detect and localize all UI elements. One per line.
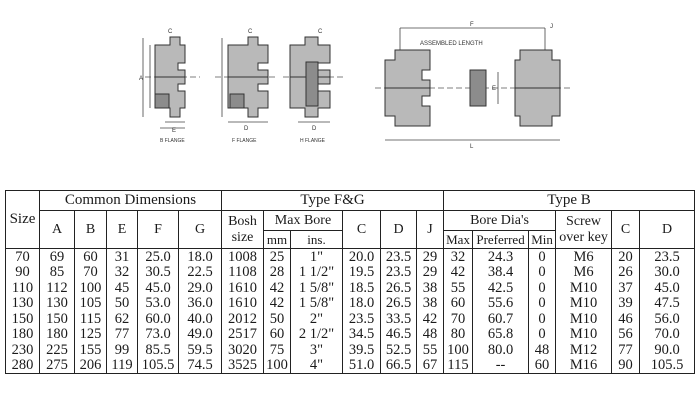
cell-j: 29 [417, 249, 444, 265]
cell-max-bore-ins: 3" [291, 342, 343, 358]
cell-f: 45.0 [138, 280, 179, 296]
cell-e: 45 [107, 280, 138, 296]
cell-j: 38 [417, 280, 444, 296]
col-c-fg-header: C [343, 211, 381, 249]
cell-screw-over-key: M16 [556, 358, 612, 374]
type-b-header: Type B [444, 191, 695, 211]
cell-screw-over-key: M6 [556, 265, 612, 281]
cell-e: 99 [107, 342, 138, 358]
cell-bosh-size: 3020 [222, 342, 264, 358]
cell-screw-over-key: M12 [556, 342, 612, 358]
cell-size: 90 [6, 265, 40, 281]
cell-size: 180 [6, 327, 40, 343]
table-row [6, 249, 695, 265]
cell-d-fg: 26.5 [381, 296, 417, 312]
cell-a: 130 [40, 296, 75, 312]
cell-c-fg: 18.5 [343, 280, 381, 296]
cell-size: 150 [6, 311, 40, 327]
cell-max-bore-mm: 50 [264, 311, 291, 327]
cell-c-fg: 51.0 [343, 358, 381, 374]
cell-c-b: 90 [612, 358, 640, 374]
assembled-length-label: ASSEMBLED LENGTH [420, 41, 483, 47]
cell-bore-max: 80 [444, 327, 473, 343]
assembled-coupling-drawing [375, 22, 570, 150]
mm-header: mm [264, 231, 291, 249]
cell-f: 53.0 [138, 296, 179, 312]
cell-bore-min: 0 [529, 327, 556, 343]
cell-b: 70 [75, 265, 107, 281]
cell-f: 73.0 [138, 327, 179, 343]
cell-f: 25.0 [138, 249, 179, 265]
cell-bore-min: 0 [529, 249, 556, 265]
cell-bore-min: 48 [529, 342, 556, 358]
bosh-size-header: Bosh size [222, 211, 264, 249]
cell-d-fg: 23.5 [381, 265, 417, 281]
cell-max-bore-ins: 1 5/8" [291, 280, 343, 296]
cell-size: 110 [6, 280, 40, 296]
dim-l: L [470, 144, 474, 150]
col-b-header: B [75, 211, 107, 249]
col-f-header: F [138, 211, 179, 249]
cell-d-fg: 33.5 [381, 311, 417, 327]
cell-bore-preferred: 42.5 [473, 280, 529, 296]
cell-e: 31 [107, 249, 138, 265]
cell-max-bore-mm: 60 [264, 327, 291, 343]
table-body [6, 249, 695, 374]
cell-bosh-size: 2012 [222, 311, 264, 327]
cell-bosh-size: 1008 [222, 249, 264, 265]
min-header: Min [529, 231, 556, 249]
cell-g: 49.0 [179, 327, 222, 343]
max-bore-header: Max Bore [264, 211, 343, 231]
cell-d-b: 56.0 [640, 311, 695, 327]
cell-bore-max: 70 [444, 311, 473, 327]
cell-e: 32 [107, 265, 138, 281]
col-c-b-header: C [612, 211, 640, 249]
cell-max-bore-mm: 75 [264, 342, 291, 358]
coupling-drawings [0, 0, 700, 190]
cell-g: 74.5 [179, 358, 222, 374]
cell-e: 119 [107, 358, 138, 374]
cell-c-fg: 34.5 [343, 327, 381, 343]
cell-f: 105.5 [138, 358, 179, 374]
cell-c-fg: 18.0 [343, 296, 381, 312]
cell-g: 40.0 [179, 311, 222, 327]
cell-b: 100 [75, 280, 107, 296]
cell-max-bore-mm: 25 [264, 249, 291, 265]
cell-max-bore-mm: 42 [264, 280, 291, 296]
h-flange-drawing [283, 29, 345, 144]
cell-d-fg: 52.5 [381, 342, 417, 358]
b-dim-e: E [172, 128, 177, 134]
cell-bore-min: 0 [529, 265, 556, 281]
cell-b: 125 [75, 327, 107, 343]
cell-f: 30.5 [138, 265, 179, 281]
cell-d-b: 70.0 [640, 327, 695, 343]
cell-max-bore-ins: 4" [291, 358, 343, 374]
cell-max-bore-ins: 2 1/2" [291, 327, 343, 343]
bore-dias-header: Bore Dia's [444, 211, 556, 231]
cell-c-fg: 20.0 [343, 249, 381, 265]
screw-over-key-header: Screw over key [556, 211, 612, 249]
cell-d-fg: 26.5 [381, 280, 417, 296]
cell-j: 42 [417, 311, 444, 327]
cell-max-bore-mm: 28 [264, 265, 291, 281]
cell-size: 130 [6, 296, 40, 312]
h-flange-label: H FLANGE [300, 138, 326, 144]
cell-c-fg: 19.5 [343, 265, 381, 281]
cell-bosh-size: 1610 [222, 280, 264, 296]
cell-max-bore-mm: 42 [264, 296, 291, 312]
cell-a: 180 [40, 327, 75, 343]
cell-bore-min: 60 [529, 358, 556, 374]
cell-c-b: 56 [612, 327, 640, 343]
cell-d-fg: 66.5 [381, 358, 417, 374]
col-d-b-header: D [640, 211, 695, 249]
cell-bore-max: 55 [444, 280, 473, 296]
cell-a: 112 [40, 280, 75, 296]
cell-bosh-size: 2517 [222, 327, 264, 343]
b-flange-label: B FLANGE [160, 138, 185, 144]
b-dim-c: C [168, 29, 173, 35]
cell-d-b: 90.0 [640, 342, 695, 358]
cell-c-b: 26 [612, 265, 640, 281]
cell-j: 67 [417, 358, 444, 374]
cell-a: 225 [40, 342, 75, 358]
cell-bore-min: 0 [529, 296, 556, 312]
cell-bosh-size: 3525 [222, 358, 264, 374]
cell-g: 36.0 [179, 296, 222, 312]
h-dim-c: C [318, 29, 323, 35]
cell-d-b: 105.5 [640, 358, 695, 374]
col-a-header: A [40, 211, 75, 249]
cell-c-b: 37 [612, 280, 640, 296]
cell-d-b: 45.0 [640, 280, 695, 296]
cell-bore-max: 42 [444, 265, 473, 281]
h-dim-d: D [312, 126, 317, 132]
cell-g: 22.5 [179, 265, 222, 281]
table-row [6, 311, 695, 327]
ins-header: ins. [291, 231, 343, 249]
cell-b: 206 [75, 358, 107, 374]
f-flange-label: F FLANGE [232, 138, 257, 144]
cell-bore-max: 115 [444, 358, 473, 374]
cell-a: 150 [40, 311, 75, 327]
cell-f: 60.0 [138, 311, 179, 327]
cell-c-b: 46 [612, 311, 640, 327]
col-e-header: E [107, 211, 138, 249]
cell-g: 59.5 [179, 342, 222, 358]
cell-c-b: 77 [612, 342, 640, 358]
dim-j: J [550, 24, 553, 30]
dim-f: F [470, 22, 474, 28]
b-dim-a: A [139, 76, 144, 82]
col-j-header: J [417, 211, 444, 249]
cell-d-b: 47.5 [640, 296, 695, 312]
cell-bore-max: 32 [444, 249, 473, 265]
cell-bore-min: 0 [529, 280, 556, 296]
cell-bore-preferred: 80.0 [473, 342, 529, 358]
cell-e: 77 [107, 327, 138, 343]
common-dimensions-header: Common Dimensions [40, 191, 222, 211]
table-row [6, 358, 695, 374]
cell-bore-preferred: 65.8 [473, 327, 529, 343]
cell-j: 38 [417, 296, 444, 312]
cell-j: 55 [417, 342, 444, 358]
cell-bore-min: 0 [529, 311, 556, 327]
cell-a: 85 [40, 265, 75, 281]
table-row [6, 265, 695, 281]
col-d-fg-header: D [381, 211, 417, 249]
type-fg-header: Type F&G [222, 191, 444, 211]
cell-c-b: 20 [612, 249, 640, 265]
cell-max-bore-mm: 100 [264, 358, 291, 374]
cell-b: 115 [75, 311, 107, 327]
cell-b: 60 [75, 249, 107, 265]
max-header: Max [444, 231, 473, 249]
cell-e: 62 [107, 311, 138, 327]
cell-bore-preferred: 38.4 [473, 265, 529, 281]
cell-g: 29.0 [179, 280, 222, 296]
cell-size: 230 [6, 342, 40, 358]
cell-bosh-size: 1610 [222, 296, 264, 312]
cell-bore-preferred: 60.7 [473, 311, 529, 327]
f-dim-c: C [248, 29, 253, 35]
cell-screw-over-key: M6 [556, 249, 612, 265]
cell-screw-over-key: M10 [556, 296, 612, 312]
b-flange-drawing [139, 29, 200, 144]
cell-size: 70 [6, 249, 40, 265]
cell-max-bore-ins: 1 1/2" [291, 265, 343, 281]
cell-c-b: 39 [612, 296, 640, 312]
table-row [6, 296, 695, 312]
f-dim-d: D [244, 126, 249, 132]
dim-e: E [492, 86, 497, 92]
cell-screw-over-key: M10 [556, 327, 612, 343]
table-row [6, 342, 695, 358]
cell-b: 155 [75, 342, 107, 358]
cell-bore-max: 60 [444, 296, 473, 312]
cell-d-fg: 46.5 [381, 327, 417, 343]
cell-size: 280 [6, 358, 40, 374]
dimensions-table-wrapper [5, 190, 694, 397]
cell-screw-over-key: M10 [556, 311, 612, 327]
cell-d-b: 23.5 [640, 249, 695, 265]
cell-d-fg: 23.5 [381, 249, 417, 265]
cell-g: 18.0 [179, 249, 222, 265]
f-flange-drawing [215, 29, 275, 144]
preferred-header: Preferred [473, 231, 529, 249]
cell-bore-max: 100 [444, 342, 473, 358]
cell-a: 275 [40, 358, 75, 374]
table-row [6, 280, 695, 296]
cell-b: 105 [75, 296, 107, 312]
cell-j: 48 [417, 327, 444, 343]
cell-j: 29 [417, 265, 444, 281]
cell-bore-preferred: -- [473, 358, 529, 374]
col-g-header: G [179, 211, 222, 249]
cell-screw-over-key: M10 [556, 280, 612, 296]
size-header: Size [6, 191, 40, 249]
dimensions-table [5, 190, 695, 374]
table-row [6, 327, 695, 343]
cell-bore-preferred: 24.3 [473, 249, 529, 265]
cell-max-bore-ins: 1 5/8" [291, 296, 343, 312]
cell-max-bore-ins: 2" [291, 311, 343, 327]
cell-c-fg: 23.5 [343, 311, 381, 327]
cell-f: 85.5 [138, 342, 179, 358]
cell-bore-preferred: 55.6 [473, 296, 529, 312]
cell-bosh-size: 1108 [222, 265, 264, 281]
cell-max-bore-ins: 1" [291, 249, 343, 265]
cell-c-fg: 39.5 [343, 342, 381, 358]
cell-a: 69 [40, 249, 75, 265]
cell-e: 50 [107, 296, 138, 312]
cell-d-b: 30.0 [640, 265, 695, 281]
